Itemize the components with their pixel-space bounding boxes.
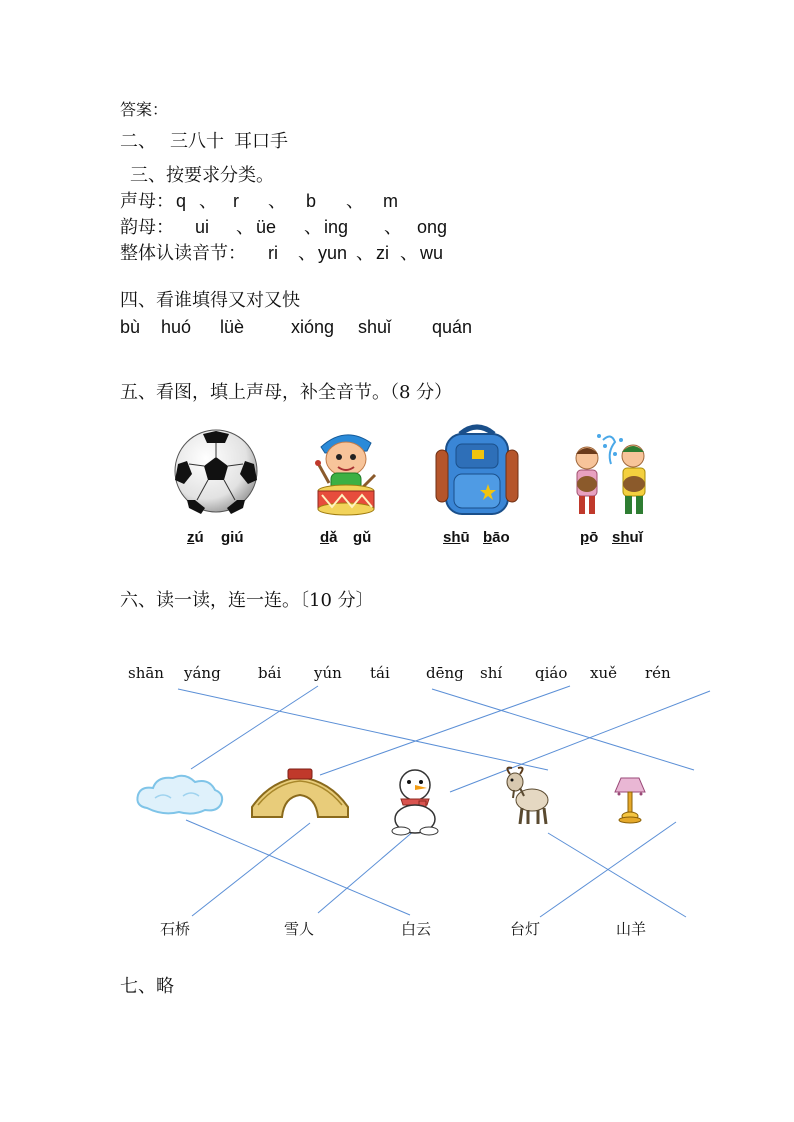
s6-pinyin: shí bbox=[480, 664, 503, 682]
separator: 、 bbox=[298, 243, 316, 263]
s6-word: 雪人 bbox=[284, 920, 315, 938]
syllable: dǎ bbox=[320, 529, 338, 546]
table-lamp-icon bbox=[613, 776, 647, 824]
s6-pinyin: xuě bbox=[590, 664, 617, 682]
s6-word: 白云 bbox=[401, 920, 432, 938]
yunmu-item: üe bbox=[256, 217, 277, 237]
s4-pinyin: huó bbox=[161, 317, 192, 337]
yunmu-label: 韵母： bbox=[120, 217, 174, 237]
s4-pinyin: quán bbox=[432, 317, 473, 337]
s6-pinyin: bái bbox=[258, 664, 282, 682]
section-7: 七、略 bbox=[120, 976, 174, 997]
s6-pinyin: yún bbox=[314, 664, 342, 682]
syllable: shū bbox=[443, 529, 470, 546]
match-line bbox=[432, 689, 694, 770]
shengmu-item: m bbox=[383, 191, 398, 211]
stone-bridge-icon bbox=[250, 767, 350, 821]
s6-word: 台灯 bbox=[510, 920, 541, 938]
goat-icon bbox=[500, 766, 552, 828]
separator: 、 bbox=[400, 243, 418, 263]
match-line bbox=[192, 823, 310, 916]
answer-label: 答案： bbox=[120, 102, 169, 119]
zhengti-item: yun bbox=[318, 243, 348, 263]
separator: 、 bbox=[304, 217, 322, 237]
section-2-number: 二、 bbox=[120, 131, 156, 151]
s6-pinyin: tái bbox=[370, 664, 390, 682]
syllable: pō bbox=[580, 529, 599, 546]
match-line bbox=[548, 833, 686, 917]
syllable: giú bbox=[221, 529, 244, 546]
match-line bbox=[191, 686, 318, 769]
zhengti-label: 整体认读音节： bbox=[120, 243, 246, 263]
separator: 、 bbox=[236, 217, 254, 237]
s6-pinyin: yáng bbox=[184, 664, 221, 682]
cloud-icon bbox=[133, 770, 225, 816]
match-line bbox=[318, 830, 415, 913]
s6-pinyin: shān bbox=[128, 664, 164, 682]
s4-pinyin: xióng bbox=[291, 317, 335, 337]
s6-pinyin: rén bbox=[645, 664, 671, 682]
separator: 、 bbox=[268, 191, 286, 211]
zhengti-item: ri bbox=[268, 243, 278, 263]
s6-pinyin: dēng bbox=[426, 664, 464, 682]
yunmu-item: ui bbox=[195, 217, 210, 237]
section-5-title: 五、看图，填上声母，补全音节。（8 分） bbox=[120, 382, 453, 403]
yunmu-item: ing bbox=[324, 217, 349, 237]
shengmu-item: r bbox=[233, 191, 239, 211]
separator: 、 bbox=[356, 243, 374, 263]
zhengti-item: wu bbox=[420, 243, 444, 263]
match-line bbox=[320, 686, 570, 775]
section-2-answer: 三八十 耳口手 bbox=[170, 131, 289, 151]
section-4-title: 四、看谁填得又对又快 bbox=[120, 290, 300, 310]
snowman-icon bbox=[387, 765, 443, 835]
s4-pinyin: bù bbox=[120, 317, 141, 337]
s6-word: 山羊 bbox=[616, 920, 647, 938]
separator: 、 bbox=[199, 191, 217, 211]
yunmu-item: ong bbox=[417, 217, 448, 237]
section-6-title: 六、读一读，连一连。〔10 分〕 bbox=[120, 590, 374, 611]
zhengti-item: zi bbox=[376, 243, 389, 263]
match-line bbox=[178, 689, 548, 770]
section-3-title: 三、按要求分类。 bbox=[130, 165, 274, 185]
s6-pinyin: qiáo bbox=[535, 664, 568, 682]
shengmu-item: b bbox=[306, 191, 317, 211]
separator: 、 bbox=[384, 217, 402, 237]
s4-pinyin: shuǐ bbox=[358, 317, 392, 337]
s6-word: 石桥 bbox=[160, 920, 191, 938]
syllable: zú bbox=[187, 529, 204, 546]
match-line bbox=[186, 820, 410, 915]
syllable: bāo bbox=[483, 529, 510, 546]
syllable: gǔ bbox=[353, 529, 372, 546]
shengmu-label: 声母： bbox=[120, 191, 174, 211]
shengmu-item: q bbox=[176, 191, 187, 211]
s4-pinyin: lüè bbox=[220, 317, 245, 337]
separator: 、 bbox=[346, 191, 364, 211]
syllable: shuǐ bbox=[612, 529, 643, 546]
